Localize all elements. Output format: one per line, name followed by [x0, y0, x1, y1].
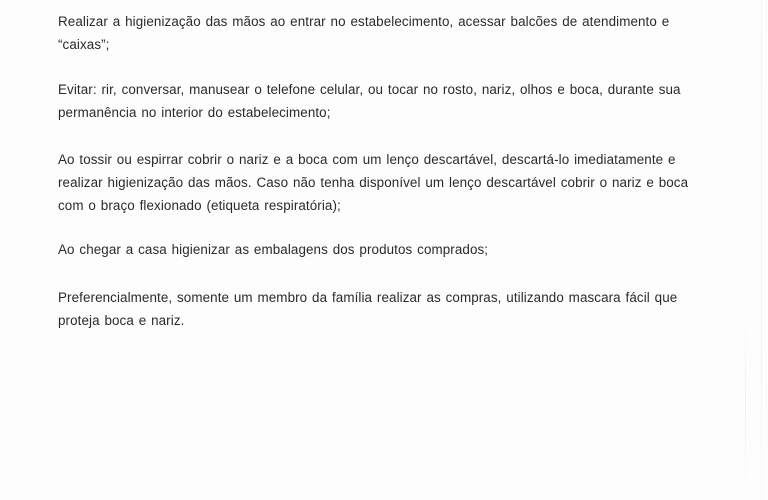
scan-edge-shadow — [761, 0, 762, 500]
paragraph-line: Evitar: rir, conversar, manusear o telefone celular, ou tocar no rosto, nariz, olhos e boca, durante sua — [58, 82, 681, 97]
paragraph-line: proteja boca e nariz. — [58, 313, 185, 328]
paragraph-single-family-member — [58, 286, 678, 332]
scan-edge-shadow — [745, 310, 746, 500]
paragraph-line: com o braço flexionado (etiqueta respiratória); — [58, 198, 341, 213]
paragraph-sanitize-packaging — [58, 238, 670, 261]
paragraph-line: “caixas”; — [58, 37, 110, 52]
paragraph-line: realizar higienização das mãos. Caso não tenha disponível um lenço descartável cobrir o nariz e boca — [58, 175, 689, 190]
paragraph-line: Ao chegar a casa higienizar as embalagens dos produtos comprados; — [58, 242, 489, 257]
paragraph-line: permanência no interior do estabelecimento; — [58, 105, 331, 120]
paragraph-line: Preferencialmente, somente um membro da família realizar as compras, utilizando mascara fácil que — [58, 290, 678, 305]
paragraph-avoid-actions — [58, 78, 681, 124]
paragraph-line: Ao tossir ou espirrar cobrir o nariz e a boca com um lenço descartável, descartá-lo imediatamente e — [58, 152, 676, 167]
paragraph-hand-hygiene — [58, 10, 670, 56]
paragraph-respiratory-etiquette — [58, 148, 689, 217]
paragraph-line: Realizar a higienização das mãos ao entrar no estabelecimento, acessar balcões de atendimento e — [58, 14, 670, 29]
